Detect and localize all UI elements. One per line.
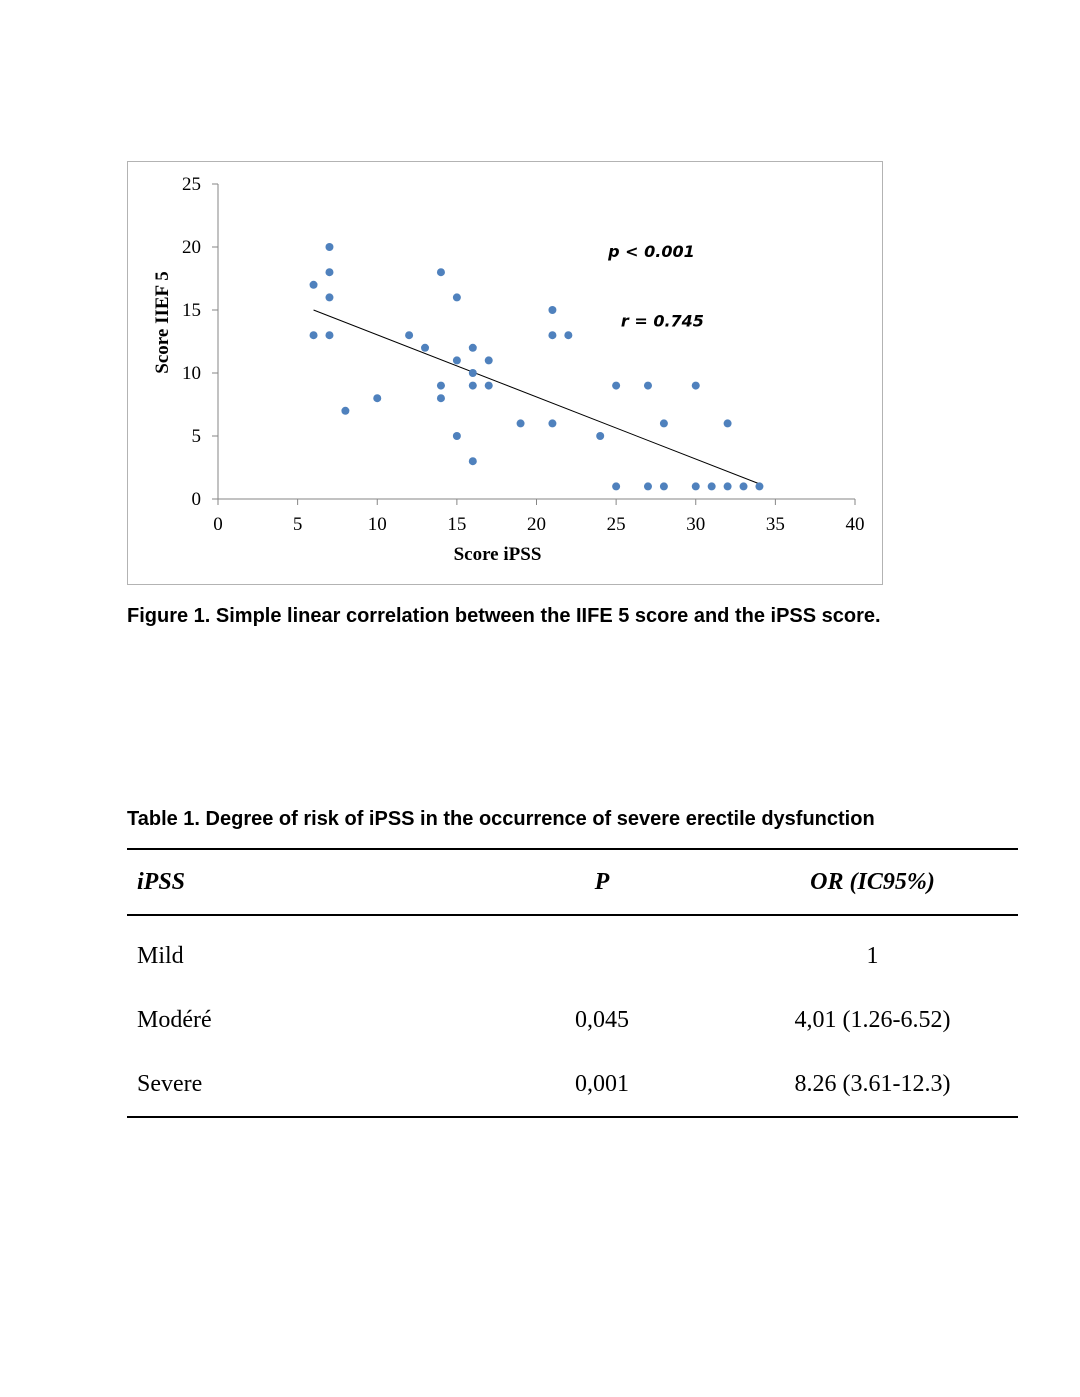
table-row (127, 915, 1018, 988)
y-tick-label: 15 (182, 300, 201, 321)
data-point (325, 268, 333, 276)
x-tick-label: 0 (213, 514, 223, 535)
cell-ipss: Modéré (137, 1006, 212, 1033)
scatter-plot (128, 162, 884, 586)
data-point (373, 394, 381, 402)
data-point (564, 331, 572, 339)
data-point (660, 482, 668, 490)
figure-1-chart (127, 161, 883, 585)
y-axis-label: Score IIEF 5 (152, 271, 173, 374)
data-point (453, 293, 461, 301)
data-point (548, 419, 556, 427)
cell-ipss: Severe (137, 1070, 203, 1097)
y-tick-label: 10 (182, 363, 201, 384)
data-point (485, 382, 493, 390)
x-tick-label: 40 (845, 514, 865, 535)
table-caption: Table 1. Degree of risk of iPSS in the occurrence of severe erectile dysfunction (127, 808, 875, 830)
data-point (469, 369, 477, 377)
cell-or: 1 (866, 942, 879, 969)
data-point (692, 382, 700, 390)
p-value-annotation: p < 0.001 (608, 242, 695, 262)
data-point (469, 344, 477, 352)
data-point (405, 331, 413, 339)
x-tick-label: 20 (527, 514, 546, 535)
data-point (453, 432, 461, 440)
header-or: OR (IC95%) (810, 868, 935, 895)
cell-p: 0,045 (575, 1006, 629, 1033)
data-point (453, 356, 461, 364)
data-point (548, 306, 556, 314)
y-tick-label: 25 (182, 174, 201, 195)
data-point (708, 482, 716, 490)
x-tick-label: 25 (606, 514, 626, 535)
data-point (341, 407, 349, 415)
data-point (325, 243, 333, 251)
x-tick-label: 10 (367, 514, 387, 535)
data-point (596, 432, 604, 440)
data-point (660, 419, 668, 427)
data-point (437, 382, 445, 390)
data-point (325, 331, 333, 339)
x-tick-label: 5 (292, 514, 303, 535)
data-point (421, 344, 429, 352)
x-axis-label: Score iPSS (453, 544, 542, 565)
data-point (740, 482, 748, 490)
data-point (612, 382, 620, 390)
header-p: P (594, 868, 610, 895)
table-row (127, 1052, 1018, 1117)
data-point (644, 382, 652, 390)
table-header-row (127, 849, 1018, 915)
data-point (469, 382, 477, 390)
data-point (437, 394, 445, 402)
data-point (437, 268, 445, 276)
data-point (469, 457, 477, 465)
y-tick-label: 20 (182, 237, 201, 258)
data-point (517, 419, 525, 427)
data-point (724, 482, 732, 490)
cell-p: 0,001 (575, 1070, 629, 1097)
figure-caption: Figure 1. Simple linear correlation between the IIFE 5 score and the iPSS score. (127, 605, 881, 627)
x-tick-label: 30 (686, 514, 706, 535)
cell-or: 8.26 (3.61-12.3) (794, 1070, 951, 1097)
data-point (692, 482, 700, 490)
cell-ipss: Mild (137, 942, 184, 969)
data-point (548, 331, 556, 339)
x-tick-label: 35 (765, 514, 785, 535)
x-tick-label: 15 (447, 514, 467, 535)
table-row (127, 988, 1018, 1052)
y-tick-label: 5 (191, 426, 201, 447)
data-point (485, 356, 493, 364)
data-point (310, 331, 318, 339)
cell-or: 4,01 (1.26-6.52) (794, 1006, 951, 1033)
cell-p (477, 915, 727, 988)
data-point (755, 482, 763, 490)
header-ipss: iPSS (137, 868, 186, 895)
data-point (310, 281, 318, 289)
risk-table (127, 848, 1018, 1118)
y-tick-label: 0 (191, 489, 201, 510)
data-point (724, 419, 732, 427)
data-point (612, 482, 620, 490)
data-point (325, 293, 333, 301)
data-point (644, 482, 652, 490)
r-value-annotation: r = 0.745 (620, 311, 704, 331)
